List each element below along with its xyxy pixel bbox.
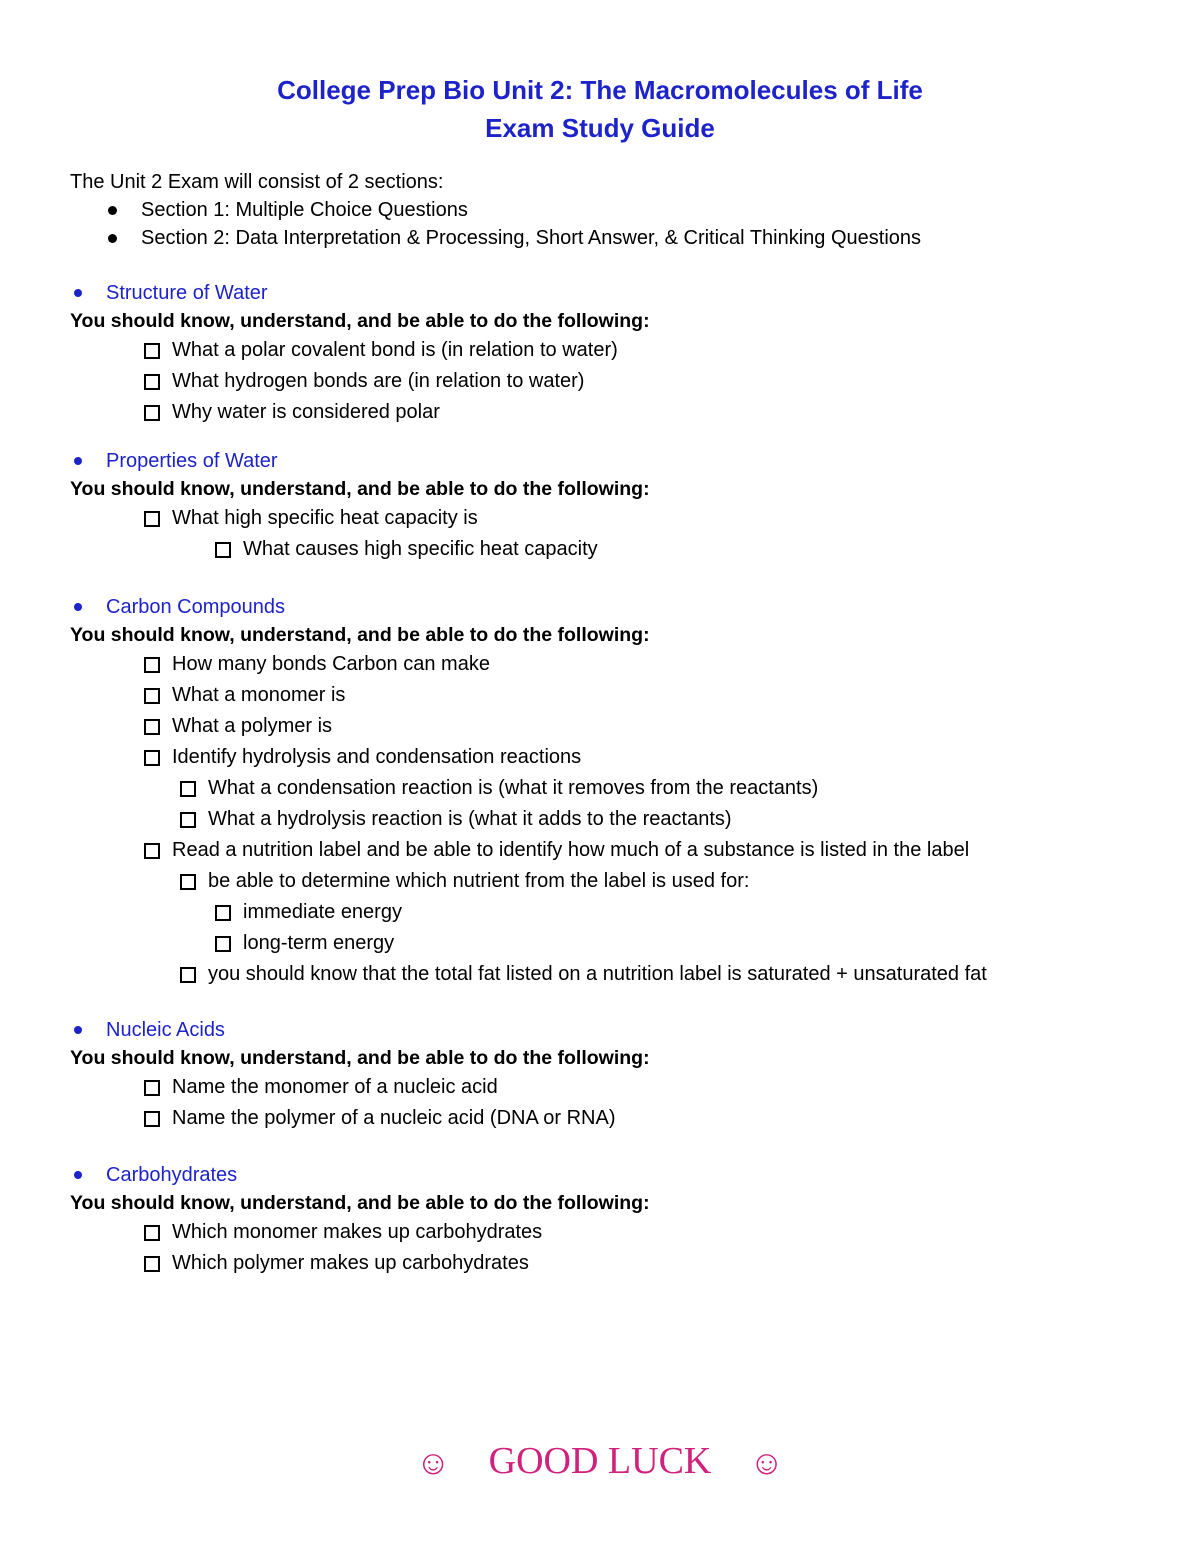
checklist-item[interactable]: What a hydrolysis reaction is (what it adds to the reactants) xyxy=(70,804,1170,835)
checklist-item[interactable]: immediate energy xyxy=(70,897,1170,928)
section-heading: Nucleic Acids xyxy=(70,1016,1170,1044)
checklist-item[interactable]: How many bonds Carbon can make xyxy=(70,649,1170,680)
checkbox-icon[interactable] xyxy=(144,1256,160,1272)
section-carbohydrates xyxy=(70,1161,1170,1279)
checkbox-icon[interactable] xyxy=(144,343,160,359)
bullet-icon xyxy=(108,206,117,215)
checkbox-icon[interactable] xyxy=(144,1225,160,1241)
intro-text: The Unit 2 Exam will consist of 2 sections: xyxy=(70,171,444,193)
section-heading: Carbon Compounds xyxy=(70,593,1170,621)
good-luck-text: GOOD LUCK xyxy=(488,1440,712,1482)
checkbox-icon[interactable] xyxy=(144,405,160,421)
section-structure-of-water xyxy=(70,279,1170,428)
know-label: You should know, understand, and be able to do the following: xyxy=(70,624,650,646)
checklist-item[interactable]: What causes high specific heat capacity xyxy=(70,534,1170,565)
smiley-icon: ☺ xyxy=(749,1445,785,1483)
checklist-item[interactable]: What a polar covalent bond is (in relation to water) xyxy=(70,335,1170,366)
intro-bullet: Section 1: Multiple Choice Questions xyxy=(108,196,921,224)
checklist-item[interactable]: Read a nutrition label and be able to identify how much of a substance is listed in the label xyxy=(70,835,1170,866)
intro-bullet-list xyxy=(108,196,921,252)
checklist-item[interactable]: What a condensation reaction is (what it removes from the reactants) xyxy=(70,773,1170,804)
checklist-item[interactable]: Which monomer makes up carbohydrates xyxy=(70,1217,1170,1248)
checkbox-icon[interactable] xyxy=(144,657,160,673)
section-carbon-compounds xyxy=(70,593,1170,990)
checkbox-icon[interactable] xyxy=(215,905,231,921)
checklist-item[interactable]: Name the polymer of a nucleic acid (DNA or RNA) xyxy=(70,1103,1170,1134)
checkbox-icon[interactable] xyxy=(180,812,196,828)
checklist-item[interactable]: Why water is considered polar xyxy=(70,397,1170,428)
bullet-icon xyxy=(74,289,82,297)
page-subtitle: Exam Study Guide xyxy=(485,113,715,143)
checklist-item[interactable]: Which polymer makes up carbohydrates xyxy=(70,1248,1170,1279)
section-heading: Carbohydrates xyxy=(70,1161,1170,1189)
checklist-item[interactable]: What high specific heat capacity is xyxy=(70,503,1170,534)
smiley-icon: ☺ xyxy=(415,1445,451,1483)
good-luck-footer xyxy=(0,1436,1200,1489)
checkbox-icon[interactable] xyxy=(180,967,196,983)
intro-bullet: Section 2: Data Interpretation & Processing, Short Answer, & Critical Thinking Questions xyxy=(108,224,921,252)
bullet-icon xyxy=(108,234,117,243)
know-label: You should know, understand, and be able to do the following: xyxy=(70,478,650,500)
checklist-item[interactable]: long-term energy xyxy=(70,928,1170,959)
checkbox-icon[interactable] xyxy=(144,688,160,704)
know-label: You should know, understand, and be able to do the following: xyxy=(70,1047,650,1069)
checklist-item[interactable]: you should know that the total fat listed on a nutrition label is saturated + unsaturated fat xyxy=(70,959,1170,990)
checkbox-icon[interactable] xyxy=(144,374,160,390)
page-title: College Prep Bio Unit 2: The Macromolecules of Life xyxy=(277,75,923,105)
checkbox-icon[interactable] xyxy=(215,542,231,558)
checkbox-icon[interactable] xyxy=(144,843,160,859)
bullet-icon xyxy=(74,1026,82,1034)
checkbox-icon[interactable] xyxy=(144,511,160,527)
checklist-item[interactable]: Name the monomer of a nucleic acid xyxy=(70,1072,1170,1103)
checklist-item[interactable]: What a polymer is xyxy=(70,711,1170,742)
section-properties-of-water xyxy=(70,447,1170,565)
checklist-item[interactable]: What a monomer is xyxy=(70,680,1170,711)
section-heading: Structure of Water xyxy=(70,279,1170,307)
checkbox-icon[interactable] xyxy=(215,936,231,952)
checkbox-icon[interactable] xyxy=(144,719,160,735)
know-label: You should know, understand, and be able to do the following: xyxy=(70,1192,650,1214)
section-nucleic-acids xyxy=(70,1016,1170,1134)
checklist-item[interactable]: What hydrogen bonds are (in relation to water) xyxy=(70,366,1170,397)
checklist-item[interactable]: be able to determine which nutrient from the label is used for: xyxy=(70,866,1170,897)
checkbox-icon[interactable] xyxy=(180,781,196,797)
checkbox-icon[interactable] xyxy=(144,1080,160,1096)
section-heading: Properties of Water xyxy=(70,447,1170,475)
bullet-icon xyxy=(74,457,82,465)
know-label: You should know, understand, and be able to do the following: xyxy=(70,310,650,332)
checklist-item[interactable]: Identify hydrolysis and condensation reactions xyxy=(70,742,1170,773)
checkbox-icon[interactable] xyxy=(144,1111,160,1127)
bullet-icon xyxy=(74,603,82,611)
checkbox-icon[interactable] xyxy=(180,874,196,890)
checkbox-icon[interactable] xyxy=(144,750,160,766)
bullet-icon xyxy=(74,1171,82,1179)
